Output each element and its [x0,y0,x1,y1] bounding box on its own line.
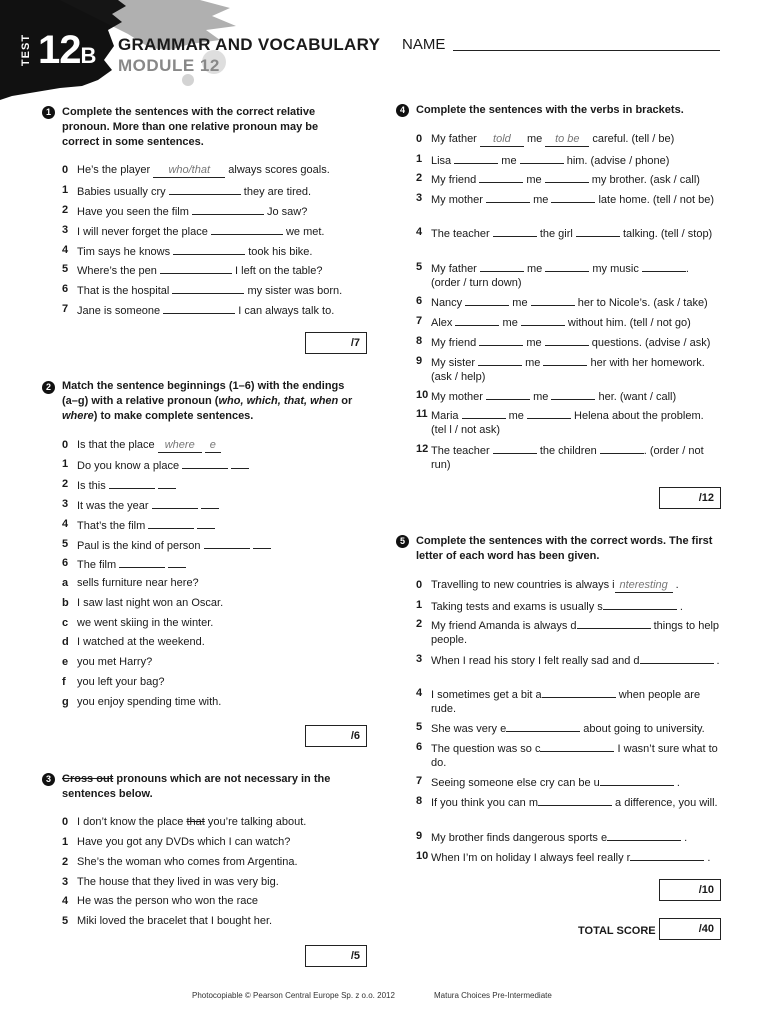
item-text-end: Helena about the problem. (tel l / not ask) [431,410,704,436]
item-number: 4 [62,518,69,530]
item-number: 10 [416,850,429,862]
item-text-start: He was the person who won the race [77,895,258,907]
item-text: you enjoy spending time with. [77,696,222,708]
example-answer: who/that [153,163,225,178]
item-text-end: I wasn’t sure what to do. [431,743,718,769]
item-number: 11 [416,408,428,420]
item-text-start: When I read his story I felt really sad and d [431,655,640,667]
item-text [77,815,306,829]
item-number: b [62,597,69,609]
item-text: you left your bag? [77,676,165,688]
item-text: I saw last night won an Oscar. [77,597,224,609]
item-text: sells furniture near here? [77,577,199,589]
item-text [431,442,721,472]
item-text-start: My brother finds dangerous sports e [431,832,608,844]
item-text-end: my sister was born. [244,285,343,297]
item-text-start: When I’m on holiday I always feel really r [431,852,631,864]
test-code-letter: B [80,43,96,68]
item-number: d [62,636,69,648]
item-text-start: My mother [431,391,487,403]
item-text-start: Paul is the kind of person [77,540,204,552]
item-number: 1 [62,458,69,470]
answer-blank[interactable] [540,740,614,752]
item-number: 5 [416,721,423,733]
example-answer: where [158,438,202,453]
answer-blank[interactable] [527,407,571,419]
item-text [431,334,721,350]
exercise-5-score-box[interactable]: /10 [659,879,721,901]
item-number: 3 [62,876,69,888]
item-text [431,260,721,290]
answer-blank[interactable] [600,774,674,786]
item-text-end: always scores goals. [225,164,330,176]
item-text [77,262,322,278]
item-number: 12 [416,443,429,455]
item-text-middle: me [522,357,544,369]
item-text [431,191,721,207]
item-number: 0 [62,439,69,451]
answer-blank[interactable] [204,537,250,549]
item-number: 7 [416,775,423,787]
item-number: 7 [416,315,423,327]
item-number: 2 [62,856,69,868]
exercise-3-instruction-text: pronouns which are not necessary in the sentences below. [62,773,331,800]
item-text-end: you’re talking about. [204,816,307,828]
answer-blank[interactable] [493,225,537,237]
item-text-end: late home. (tell / not be) [595,194,715,206]
item-text [431,652,721,668]
exercise-5-instruction: Complete the sentences with the correct words. The first letter of each word has been given. [416,535,713,562]
item-text-end: him. (advise / phone) [563,155,670,167]
item-text-start: Maria [431,410,462,422]
answer-blank[interactable] [172,282,244,294]
item-text-middle: me [523,174,545,186]
item-text-start: Have you got any DVDs which I can watch? [77,836,291,848]
answer-blank[interactable] [576,225,620,237]
item-text-end: without him. (tell / not go) [564,317,691,329]
item-number: 2 [416,172,423,184]
item-number: 6 [62,557,69,569]
test-code [38,30,95,76]
item-text-end: Jo saw? [263,206,308,218]
item-text: I watched at the weekend. [77,636,205,648]
item-text-start: Seeing someone else cry can be u [431,777,600,789]
answer-blank[interactable] [169,183,241,195]
item-text [431,617,721,647]
item-text-start: Nancy [431,297,466,309]
item-text-start: My friend [431,174,480,186]
answer-blank[interactable] [109,477,155,489]
item-number: f [62,676,66,688]
item-number: g [62,696,69,708]
item-text-end: . [673,777,680,789]
item-text-start: He’s the player [77,164,154,176]
item-text [431,829,721,845]
item-text-start: I sometimes get a bit a [431,689,542,701]
answer-blank[interactable] [465,294,509,306]
item-text [77,203,307,219]
answer-blank[interactable] [168,556,186,568]
item-number: 4 [62,895,69,907]
answer-blank[interactable] [603,598,677,610]
item-text [77,914,272,928]
item-number: 5 [62,263,69,275]
item-text [77,835,290,849]
item-text [77,855,298,869]
item-text-start: If you think you can m [431,797,538,809]
item-text-start: The film [77,559,120,571]
item-number: 6 [416,741,423,753]
item-number: 5 [62,915,69,927]
item-text-end: about going to university. [580,723,705,735]
item-number: 10 [416,389,429,401]
answer-blank[interactable] [520,152,564,164]
answer-blank[interactable] [152,497,198,509]
answer-blank[interactable] [455,314,499,326]
item-number: 4 [62,244,69,256]
item-text [431,354,721,384]
answer-blank[interactable] [163,302,235,314]
item-number: 8 [416,795,423,807]
item-text [77,163,330,178]
answer-blank[interactable] [506,720,580,732]
item-number: 1 [416,153,423,165]
item-text-start: My mother [431,194,487,206]
item-text-middle: the girl [536,228,576,240]
item-number: 0 [62,164,69,176]
item-text-end: things to help people. [431,620,720,646]
item-text-end: when people are rude. [431,689,701,715]
item-text-start: Where’s the pen [77,265,160,277]
item-text-start: Travelling to new countries is always i [431,579,615,591]
exercise-1-score-box[interactable]: /7 [305,332,367,354]
item-text-end: talking. (tell / stop) [619,228,713,240]
item-text-start: The teacher [431,445,493,457]
name-label: NAME [402,36,446,53]
item-text-start: The teacher [431,228,493,240]
item-number: 7 [62,303,69,315]
answer-blank[interactable] [493,442,537,454]
answer-blank[interactable] [454,152,498,164]
answer-blank[interactable] [600,442,644,454]
item-text [431,720,721,736]
item-text-start: My friend Amanda is always d [431,620,577,632]
item-text-start: My father [431,263,480,275]
item-text [431,225,721,241]
answer-blank[interactable] [160,262,232,274]
answer-blank[interactable] [480,260,524,272]
answer-blank[interactable] [521,314,565,326]
item-number: 3 [62,224,69,236]
item-text [77,183,311,199]
item-number: 4 [416,226,423,238]
answer-blank[interactable] [478,354,522,366]
item-number: 0 [416,133,423,145]
item-text-end: I can always talk to. [235,305,335,317]
item-text [77,438,221,453]
item-text-start: The question was so c [431,743,541,755]
item-text [77,243,312,259]
answer-blank[interactable] [173,243,245,255]
item-text-start: Jane is someone [77,305,164,317]
item-text-end: I left on the table? [231,265,323,277]
answer-blank[interactable] [538,794,612,806]
item-text [431,132,721,147]
exercise-2-instruction-part: ) to make complete sentences. [93,410,254,422]
item-text-middle: me [523,133,546,145]
item-text-end: . [713,655,720,667]
item-number: 8 [416,335,423,347]
example-answer: told [480,132,524,147]
item-text [77,457,249,473]
item-text [431,849,721,865]
exercise-1-number: 1 [42,106,55,119]
item-text-start: Tim says he knows [77,246,174,258]
item-text-start: That’s the film [77,520,149,532]
item-text-end: . [681,832,688,844]
item-text-middle: me [530,391,552,403]
item-text-start: She’s the woman who comes from Argentina. [77,856,298,868]
item-text-end: my music [589,263,642,275]
item-text [77,477,176,493]
answer-blank[interactable] [640,652,714,664]
item-number: 3 [62,498,69,510]
item-text [431,388,721,404]
exercise-2-instruction-part: or [338,395,353,407]
item-text-start: Lisa [431,155,455,167]
item-text-tail: . (order / turn down) [431,263,689,289]
answer-blank[interactable] [148,517,194,529]
exercise-3-score-box[interactable]: /5 [305,945,367,967]
item-text-start: I will never forget the place [77,226,211,238]
item-text-end: careful. (tell / be) [589,133,675,145]
answer-blank[interactable] [119,556,165,568]
item-number: e [62,656,69,668]
answer-blank[interactable] [577,617,651,629]
item-text [431,171,721,187]
exercise-2-instruction [62,379,362,424]
item-number: 9 [416,355,423,367]
item-text-end: . [676,601,683,613]
item-number: 6 [416,295,423,307]
item-text-end: . (order / not run) [431,445,704,471]
answer-blank[interactable] [551,388,595,400]
item-number: 1 [416,599,423,611]
item-text-middle: me [509,297,531,309]
item-text [431,686,721,716]
answer-blank[interactable] [197,517,215,529]
exercise-2-instruction-pronouns: who, which, that, when [218,395,339,407]
answer-blank[interactable] [462,407,506,419]
item-text-start: Is that the place [77,439,158,451]
exercise-2-instruction-part: Match the sentence beginnings (1–6) with the endings (a–g) with a relative pronoun ( [62,380,345,407]
test-label: TEST [20,33,32,67]
exercise-1-instruction: Complete the sentences with the correct relative pronoun. More than one relative pronoun may be correct in some sentences. [62,106,319,148]
exercise-2-instruction-where: where [62,410,94,422]
item-text: you met Harry? [77,656,153,668]
exercise-5-number: 5 [396,535,409,548]
item-text [77,537,271,553]
item-text [77,875,279,889]
item-text-end: her with her homework. (ask / help) [431,357,705,383]
item-text-end: a difference, you will. [612,797,718,809]
item-number: 3 [416,653,423,665]
item-number: 2 [62,204,69,216]
item-text-middle: me [498,155,520,167]
example-answer: nteresting [615,578,673,593]
page-title: GRAMMAR AND VOCABULARY [118,35,381,54]
item-text-end: took his bike. [245,246,313,258]
example-answer: to be [545,132,589,147]
item-text-start: Babies usually cry [77,186,169,198]
item-number: 3 [416,192,423,204]
answer-blank[interactable] [253,537,271,549]
answer-blank[interactable] [551,191,595,203]
footer-copyright: Photocopiable © Pearson Central Europe Sp. z o.o. 2012 [192,991,395,1000]
item-text [431,152,721,168]
item-text-start: My sister [431,357,479,369]
name-field[interactable] [453,50,720,51]
exercise-2-number: 2 [42,381,55,394]
item-number: 1 [62,184,69,196]
item-number: 1 [62,836,69,848]
answer-blank[interactable] [201,497,219,509]
item-text-start: Have you seen the film [77,206,192,218]
answer-blank[interactable] [545,334,589,346]
answer-blank[interactable] [479,171,523,183]
total-score-label: TOTAL SCORE [578,925,656,937]
footer-book-title: Matura Choices Pre-Intermediate [434,991,552,1000]
cross-out-word: Cross out [62,773,114,785]
item-number: 4 [416,687,423,699]
item-number: 0 [62,816,69,828]
item-text-end: her to Nicole’s. (ask / take) [574,297,708,309]
item-number: 9 [416,830,423,842]
item-text [431,598,721,614]
item-text-end: we met. [282,226,325,238]
item-text-end: questions. (advise / ask) [588,337,711,349]
item-text [77,497,219,513]
answer-blank[interactable] [545,260,589,272]
item-text [431,774,721,790]
item-text [431,740,721,770]
item-number: c [62,617,69,629]
item-text-start: She was very e [431,723,507,735]
item-text-start: Alex [431,317,456,329]
item-text [77,302,334,318]
item-text [77,282,342,298]
answer-blank[interactable] [543,354,587,366]
item-text-start: Do you know a place [77,460,183,472]
item-text [77,517,215,533]
crossed-out-pronoun: that [186,816,205,828]
answer-blank[interactable] [192,203,264,215]
item-text-start: I don’t know the place [77,816,187,828]
module-subtitle: MODULE 12 [118,56,220,75]
item-text-end: . [704,852,711,864]
exercise-3-instruction [62,772,352,802]
item-text-middle: me [505,410,527,422]
answer-blank[interactable] [182,457,228,469]
item-text: we went skiing in the winter. [77,617,214,629]
item-text-end: they are tired. [240,186,312,198]
item-text [77,223,324,239]
item-number: 6 [62,283,69,295]
item-text [431,794,721,810]
exercise-4-score-box[interactable]: /12 [659,487,721,509]
item-text-start: Taking tests and exams is usually s [431,601,603,613]
item-text [431,578,721,593]
answer-blank[interactable] [231,457,249,469]
test-code-number: 12 [38,28,81,72]
item-text [431,294,721,310]
item-number: 2 [62,478,69,490]
item-text-start: My father [431,133,480,145]
item-text-middle: the children [536,445,600,457]
item-text-middle: me [499,317,521,329]
answer-blank[interactable] [607,829,681,841]
item-text-start: It was the year [77,500,152,512]
item-number: a [62,577,69,589]
item-number: 5 [416,261,423,273]
item-number: 2 [416,618,423,630]
item-text-start: That is the hospital [77,285,173,297]
answer-blank[interactable] [158,477,176,489]
exercise-3-number: 3 [42,773,55,786]
total-score-box[interactable]: /40 [659,918,721,940]
item-text-start: Is this [77,480,109,492]
item-number: 5 [62,538,69,550]
item-text-start: Miki loved the bracelet that I bought her. [77,915,273,927]
answer-blank[interactable] [479,334,523,346]
item-text [431,407,721,437]
answer-blank[interactable] [642,260,686,272]
answer-blank[interactable] [542,686,616,698]
item-text-middle: me [523,337,545,349]
answer-blank[interactable] [486,388,530,400]
item-text-start: The house that they lived in was very big. [77,876,279,888]
item-text-end: my brother. (ask / call) [588,174,700,186]
answer-blank[interactable] [545,171,589,183]
item-text-middle: me [530,194,552,206]
item-number: 0 [416,579,423,591]
item-text-end: her. (want / call) [595,391,677,403]
exercise-2-score-box[interactable]: /6 [305,725,367,747]
item-text [77,556,186,572]
exercise-4-number: 4 [396,104,409,117]
answer-blank[interactable] [486,191,530,203]
answer-blank[interactable] [630,849,704,861]
item-text [77,894,258,908]
item-text [431,314,721,330]
exercise-4-instruction: Complete the sentences with the verbs in brackets. [416,104,684,116]
example-answer: e [205,438,221,453]
item-text-start: My friend [431,337,480,349]
answer-blank[interactable] [531,294,575,306]
item-text-middle: me [523,263,546,275]
answer-blank[interactable] [211,223,283,235]
item-text-end: . [672,579,679,591]
